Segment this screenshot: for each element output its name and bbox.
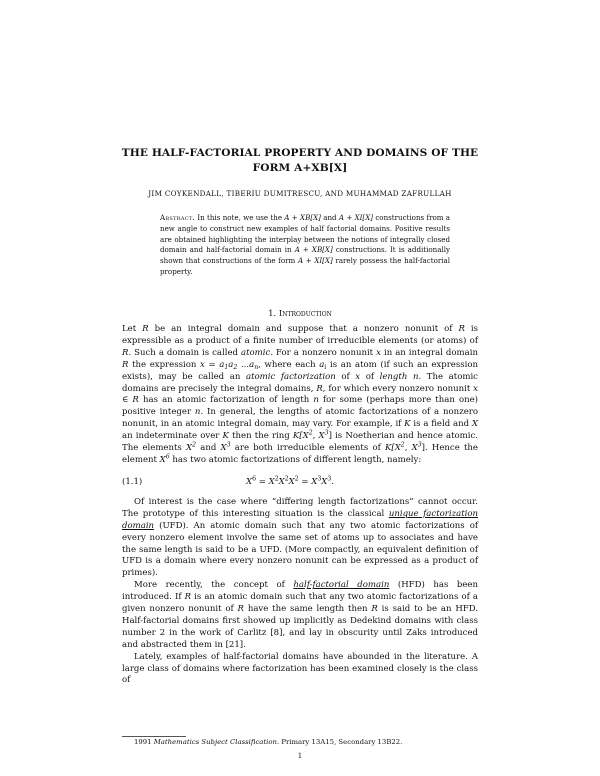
abstract-math: A + XI[X]	[338, 213, 374, 222]
paper-title	[120, 146, 480, 176]
math: x ∈ R	[122, 383, 478, 406]
math: R	[371, 604, 378, 615]
math: K	[222, 431, 229, 442]
text: are both irreducible elements of	[230, 443, 385, 454]
text: is an atom (if such an expression exists), may be called an	[122, 359, 478, 382]
math: x	[376, 347, 381, 358]
math-part: X	[220, 443, 227, 454]
math	[385, 443, 422, 453]
footnote-label: Mathematics Subject Classification.	[153, 738, 280, 746]
equation-body	[246, 477, 334, 489]
math	[200, 360, 258, 370]
footnote-text: Primary 13A15, Secondary 13B22.	[279, 738, 403, 746]
subscript: 1	[224, 363, 229, 371]
math: R	[458, 324, 465, 334]
text: of	[335, 371, 356, 382]
page-number: 1	[297, 752, 303, 760]
math-part: a	[319, 359, 325, 370]
abstract-math: A + XI[X]	[297, 256, 333, 266]
subscript: 2	[233, 363, 238, 371]
footnote-rule	[122, 736, 186, 737]
text: an indeterminate over	[122, 431, 223, 442]
title-line-2: FORM A+XB[X]	[252, 162, 348, 174]
text: , where each	[258, 359, 320, 370]
math-part: ...a	[237, 359, 255, 370]
superscript: 2	[400, 441, 405, 449]
abstract-text: constructions. It is additionally shown that constructions of the form	[160, 245, 450, 266]
text: . Such a domain is called	[128, 347, 241, 358]
emphasis: length n	[379, 371, 419, 382]
text: and	[196, 443, 221, 454]
math-part: X	[186, 443, 193, 454]
emphasis: unique factorization domain	[122, 508, 479, 531]
math-part: , X	[404, 443, 418, 454]
math: x	[355, 371, 361, 382]
text: has an atomic factorization of length	[138, 395, 314, 406]
text: have the same length then	[243, 604, 372, 615]
math: R	[237, 604, 244, 615]
emphasis: atomic	[241, 347, 271, 358]
math-part: X	[159, 454, 166, 465]
math: K	[404, 419, 411, 430]
math-part: = X	[298, 476, 318, 487]
math: R	[122, 347, 129, 358]
math: R	[142, 324, 149, 334]
math-part: K[X	[384, 443, 401, 454]
math-part: K[X	[292, 431, 309, 442]
text: be an integral domain and suppose that a nonzero nonunit of	[148, 324, 459, 334]
superscript: 3	[324, 429, 329, 437]
text: . In general, the lengths of atomic factorizations of a nonzero nonunit, in an atomic integral domain, may vary. For example, if	[122, 407, 478, 430]
superscript: 3	[226, 441, 231, 449]
body-text	[122, 324, 478, 687]
paragraph-4	[122, 652, 478, 688]
math	[293, 431, 329, 441]
math-part: x = a	[200, 359, 225, 370]
text: . The atomic domains are precisely the integral domains,	[122, 371, 478, 394]
text: (HFD) has been introduced. If	[122, 580, 478, 603]
author-list: JIM COYKENDALL, TIBERIU DUMITRESCU, AND MUHAMMAD ZAFRULLAH	[148, 189, 452, 198]
emphasis: atomic factorization	[245, 371, 336, 382]
text: , for which every nonzero nonunit	[322, 383, 474, 394]
math: X	[471, 419, 478, 430]
superscript: 2	[192, 441, 197, 449]
math-part: X	[246, 476, 253, 487]
math: R	[184, 592, 192, 603]
superscript: 2	[308, 429, 313, 437]
math-part: , X	[312, 431, 325, 442]
text: the expression	[128, 359, 200, 370]
text: . For a nonzero nonunit	[270, 347, 377, 358]
text: ] is Noetherian and hence atomic. The elements	[122, 431, 478, 454]
superscript: 2	[294, 475, 299, 483]
math	[221, 443, 231, 453]
subscript: n	[254, 363, 259, 371]
math: n	[194, 407, 201, 418]
footnote	[134, 738, 478, 747]
abstract-math: A + XB[X]	[284, 213, 321, 222]
text: (UFD). An atomic domain such that any two atomic factorizations of every nonzero element involve the same set of atoms up to associates and have the same length is said to be a UFD. (More compactly, an equivalent definition of UFD is a domain where every nonzero nonunit can be expressed as a product of primes).	[122, 520, 478, 579]
superscript: 2	[274, 475, 279, 483]
text: has two atomic factorizations of different length, namely:	[169, 454, 422, 465]
superscript: 2	[284, 475, 289, 483]
text: then the ring	[228, 431, 293, 442]
text: for some (perhaps more than one) positive integer	[122, 395, 478, 418]
text: ]. Hence the element	[122, 443, 478, 465]
text: is said to be an HFD. Half-factorial domains first showed up implicitly as Dedekind domains with class number 2 in the work of Carlitz [8], and lay in obscurity until Zaks introduced and abstracted them in [21].	[122, 604, 478, 650]
text: of	[360, 371, 380, 382]
emphasis: half-factorial domain	[293, 580, 390, 591]
abstract-text: rarely possess the half-factorial property.	[160, 256, 451, 276]
section-heading	[120, 309, 480, 320]
abstract-label: Abstract.	[160, 213, 196, 222]
math-part: .	[331, 476, 334, 487]
math-part: X	[288, 476, 295, 487]
abstract-text: In this note, we use the	[195, 213, 285, 222]
text: Lately, examples of half-factorial domains have abounded in the literature. A large class of domains where factorization has been examined closely is the class of	[122, 651, 478, 686]
superscript: 6	[252, 475, 257, 483]
math: n	[313, 395, 319, 406]
text: is expressible as a product of a finite number of irreducible elements (or atoms) of	[122, 324, 479, 346]
text: is an atomic domain such that any two atomic factorizations of a given nonzero nonunit of	[122, 592, 478, 615]
subscript: i	[324, 363, 327, 371]
abstract-math: A + XB[X]	[294, 245, 333, 255]
math: R	[122, 359, 129, 370]
superscript: 6	[165, 453, 170, 461]
footnote-year: 1991	[134, 738, 154, 746]
abstract	[160, 213, 450, 278]
paragraph-3	[122, 580, 478, 651]
superscript: 3	[417, 441, 422, 449]
math	[186, 443, 196, 453]
math-part: X	[278, 476, 285, 487]
math-part: = X	[256, 476, 275, 487]
text: in an integral domain	[380, 347, 478, 358]
equation-number: (1.1)	[122, 476, 143, 487]
superscript: 3	[317, 475, 322, 483]
paragraph-1	[122, 324, 478, 467]
abstract-text: and	[320, 213, 339, 222]
text: is a field and	[410, 419, 472, 430]
math-part: X	[321, 476, 328, 487]
section-title: Introduction	[278, 309, 332, 319]
abstract-text: constructions from a new angle to construct new examples of half factorial domains. Positive results are obtained highlighting the interplay between the notions of integrally closed domain and half-factorial domain in	[160, 213, 451, 255]
superscript: 3	[327, 475, 332, 483]
math-part: a	[228, 359, 234, 370]
text: Of interest is the case where “differing length factorizations” cannot occur. The prototype of this interesting situation is the classical	[122, 496, 478, 519]
math	[160, 455, 170, 465]
math: R	[316, 383, 323, 394]
text: More recently, the concept of	[134, 580, 294, 591]
section-number: 1.	[268, 309, 277, 319]
text: Let	[122, 324, 143, 334]
title-line-1: THE HALF-FACTORIAL PROPERTY AND DOMAINS OF THE	[121, 147, 479, 159]
paragraph-2	[122, 497, 478, 580]
equation-1-1	[122, 477, 478, 491]
